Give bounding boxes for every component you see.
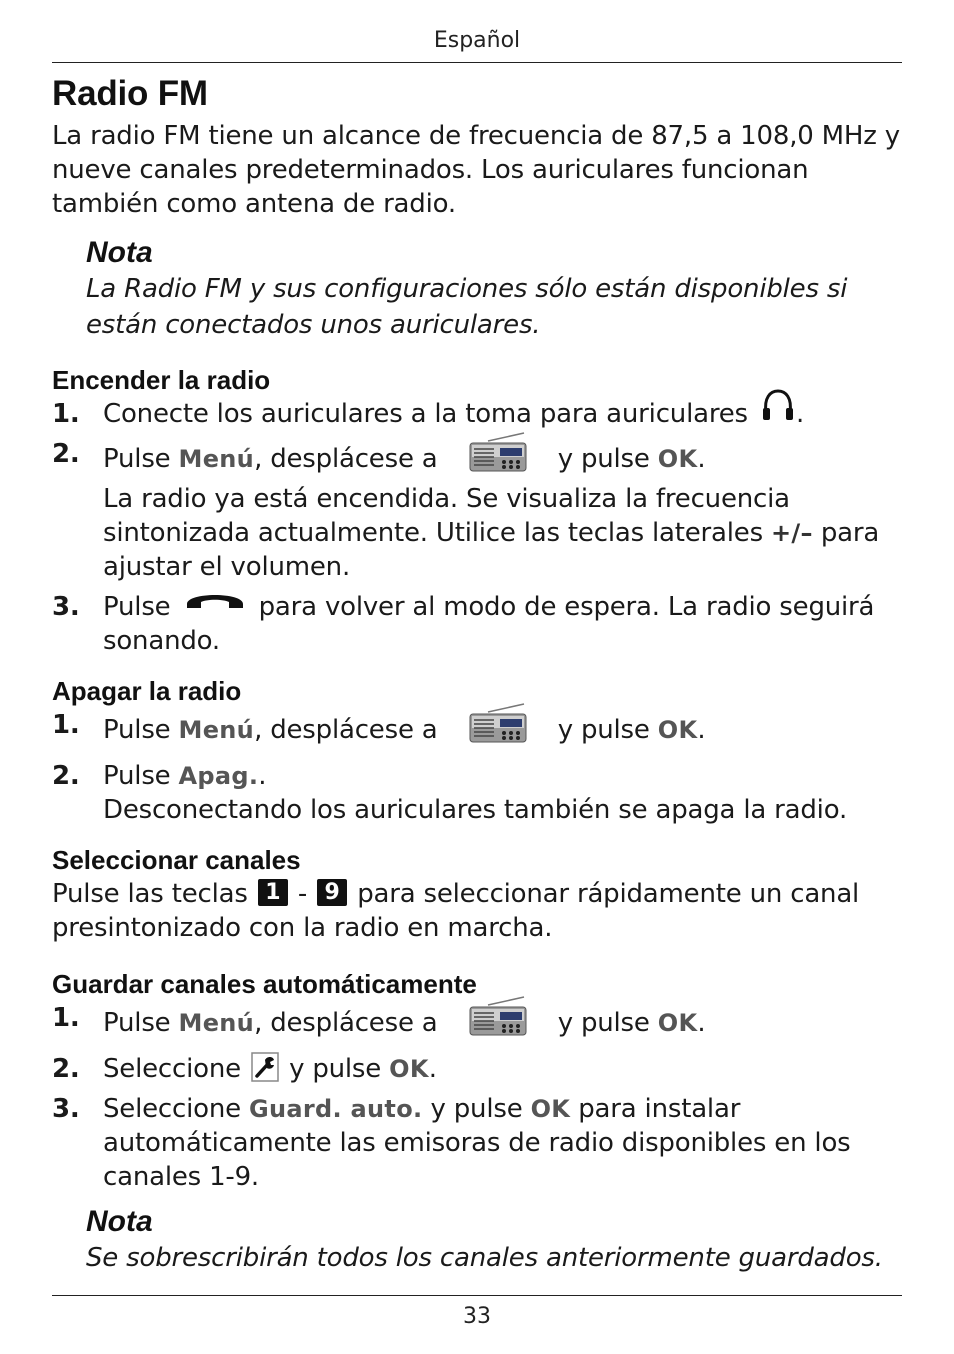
turn-on-steps	[52, 397, 902, 658]
step-text: para instalar automáticamente las emisoras de radio disponibles en los canales 1-9.	[103, 1094, 851, 1192]
note-box	[86, 235, 902, 343]
ok-key-label: OK	[657, 1009, 698, 1037]
list-item: 1. Conecte los auriculares a la toma para auriculares .	[52, 397, 902, 431]
section-title-turn-off: Apagar la radio	[52, 676, 242, 706]
step-text: Pulse	[103, 1008, 179, 1038]
header-language: Español	[433, 28, 521, 53]
step-number: 2.	[52, 761, 80, 791]
paragraph-text: para seleccionar rápidamente un canal presintonizado con la radio en marcha.	[52, 879, 860, 943]
page-content	[52, 72, 902, 1276]
step-text: , desplácese a	[254, 1008, 438, 1038]
step-text: Pulse	[103, 592, 171, 622]
auto-save-steps	[52, 1001, 902, 1194]
list-item: 2. Pulse Menú, desplácese a y pulse OK. La radio ya está encendida. Se visualiza la frecuencia sintonizada actualmente. Utilice las teclas laterales +/– para ajustar el volumen.	[52, 437, 902, 584]
headphones-icon	[760, 388, 796, 431]
step-text: , desplácese a	[254, 715, 438, 745]
step-text: Pulse	[103, 444, 179, 474]
radio-icon	[468, 431, 528, 482]
step-text: Conecte los auriculares a la toma para auriculares	[103, 399, 748, 429]
step-number: 2.	[52, 439, 80, 469]
key-9-icon: 9	[317, 879, 347, 906]
list-item: 1. Pulse Menú, desplácese a y pulse OK.	[52, 708, 902, 753]
step-text: Pulse	[103, 715, 179, 745]
section-title-auto-save: Guardar canales automáticamente	[52, 969, 477, 999]
menu-key-label: Menú	[178, 445, 255, 473]
menu-key-label: Menú	[178, 716, 255, 744]
step-text: Pulse	[103, 761, 179, 791]
step-text: para volver al modo de espera. La radio seguirá sonando.	[103, 592, 875, 656]
step-text: Seleccione	[103, 1054, 241, 1084]
page-number: 33	[463, 1304, 491, 1329]
section-title-turn-on: Encender la radio	[52, 365, 271, 395]
footer-divider	[52, 1295, 902, 1296]
volume-keys-label: +/–	[770, 519, 813, 547]
step-text: , desplácese a	[254, 444, 438, 474]
list-item	[52, 590, 902, 658]
header-divider	[52, 62, 902, 63]
radio-icon	[468, 702, 528, 753]
radio-icon	[468, 995, 528, 1046]
page-title: Radio FM	[52, 74, 208, 113]
intro-paragraph: La radio FM tiene un alcance de frecuencia de 87,5 a 108,0 MHz y nueve canales predeterminados. Los auriculares funcionan también como antena de radio.	[52, 121, 900, 219]
menu-key-label: Menú	[178, 1009, 255, 1037]
paragraph-text: Pulse las teclas	[52, 879, 248, 909]
list-item	[52, 1092, 902, 1194]
list-item: 2. Pulse Apag.. Desconectando los auriculares también se apaga la radio.	[52, 761, 848, 825]
step-text: Seleccione	[103, 1094, 249, 1124]
ok-key-label: OK	[530, 1095, 571, 1123]
note-title: Nota	[86, 1205, 153, 1238]
note-text: La Radio FM y sus configuraciones sólo están disponibles si están conectados unos auriculares.	[86, 274, 848, 340]
turn-off-steps	[52, 708, 902, 827]
step-text: y pulse	[289, 1054, 390, 1084]
step-text: La radio ya está encendida. Se visualiza la frecuencia sintonizada actualmente. Utilice las teclas laterales	[103, 484, 790, 548]
select-channels-paragraph	[52, 877, 902, 945]
paragraph-text: -	[297, 879, 308, 909]
list-item: 1. Pulse Menú, desplácese a y pulse OK.	[52, 1001, 902, 1046]
guard-auto-label: Guard. auto.	[248, 1095, 423, 1123]
ok-key-label: OK	[657, 716, 698, 744]
step-text: y pulse	[557, 1008, 658, 1038]
step-text: y pulse	[557, 715, 658, 745]
step-text: y pulse	[422, 1094, 531, 1124]
note-title: Nota	[86, 236, 153, 269]
step-number: 3.	[52, 1094, 80, 1124]
step-number: 1.	[52, 710, 80, 740]
step-number: 3.	[52, 592, 80, 622]
step-text: y pulse	[557, 444, 658, 474]
note-text: Se sobrescribirán todos los canales anteriormente guardados.	[86, 1243, 883, 1273]
note-box	[86, 1204, 902, 1276]
step-text: para ajustar el volumen.	[103, 518, 880, 582]
apag-key-label: Apag.	[178, 762, 259, 790]
section-title-select-channels: Seleccionar canales	[52, 845, 301, 875]
step-number: 1.	[52, 1003, 80, 1033]
list-item: 2. Seleccione y pulse OK.	[52, 1052, 902, 1086]
step-number: 2.	[52, 1054, 80, 1084]
key-1-icon: 1	[258, 879, 288, 906]
wrench-icon	[251, 1052, 279, 1082]
end-call-icon	[183, 586, 247, 621]
ok-key-label: OK	[657, 445, 698, 473]
step-number: 1.	[52, 399, 80, 429]
ok-key-label: OK	[389, 1055, 429, 1083]
step-text: Desconectando los auriculares también se apaga la radio.	[103, 795, 848, 825]
